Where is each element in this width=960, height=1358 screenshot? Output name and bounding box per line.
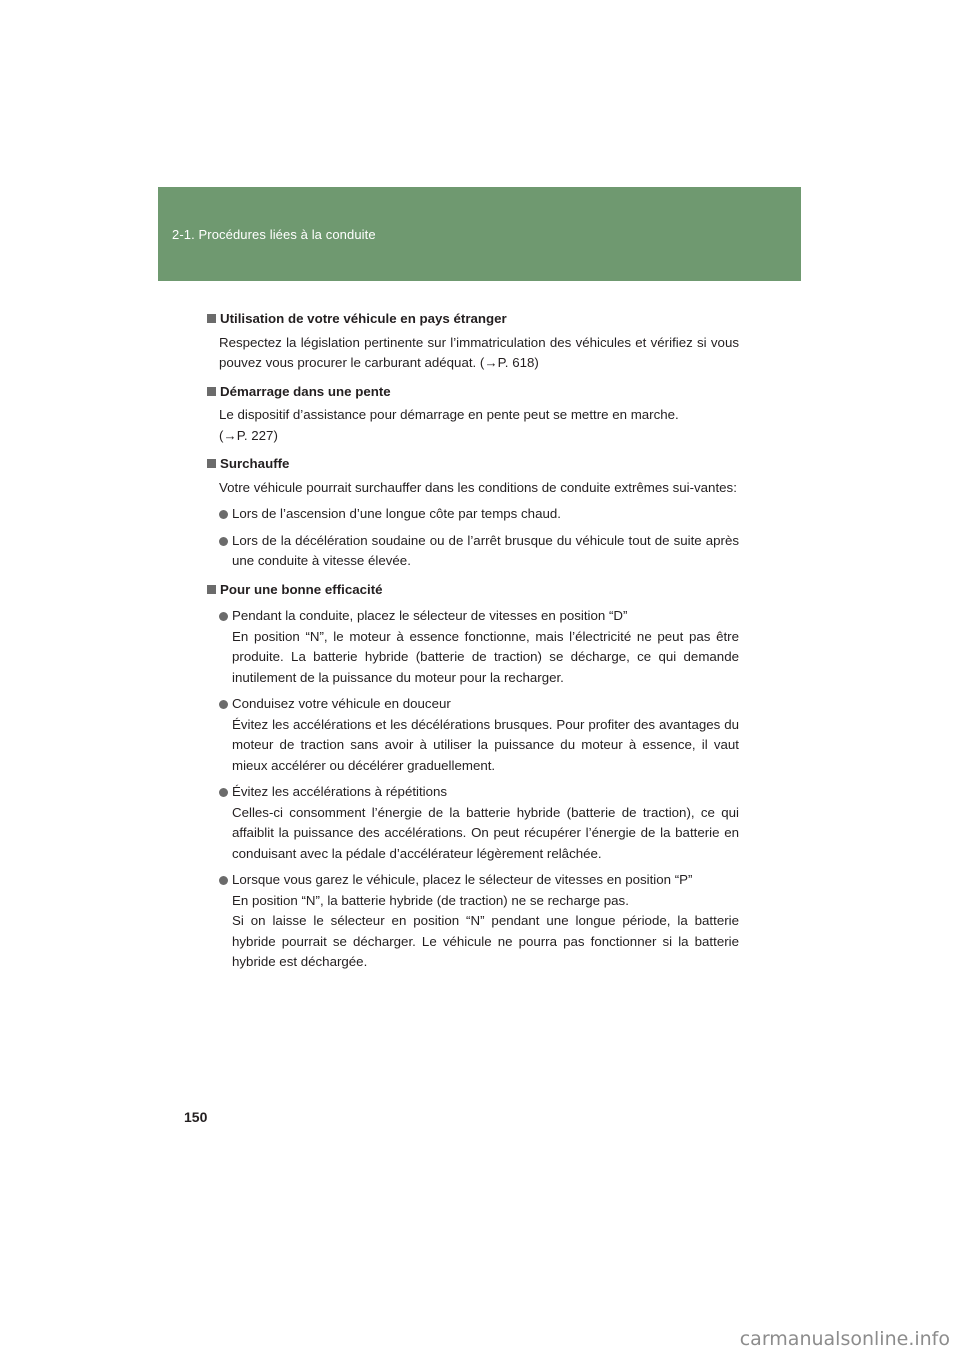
page-content bbox=[207, 309, 739, 981]
list-item-text: Lors de la décélération soudaine ou de l’arrêt brusque du véhicule tout de suite après une conduite à vitesse élevée. bbox=[232, 532, 739, 568]
square-bullet-icon bbox=[207, 387, 216, 396]
section-paragraph bbox=[219, 405, 739, 446]
section-title: 2-1. Procédures liées à la conduite bbox=[172, 227, 376, 242]
round-bullet-icon bbox=[219, 700, 228, 709]
section-paragraph: Votre véhicule pourrait surchauffer dans les conditions de conduite extrêmes sui-vantes: bbox=[219, 479, 737, 495]
list-item bbox=[219, 694, 739, 776]
section-heading bbox=[207, 580, 739, 601]
round-bullet-icon bbox=[219, 876, 228, 885]
list-item bbox=[219, 531, 739, 572]
section-hill-start bbox=[207, 382, 739, 447]
round-bullet-icon bbox=[219, 510, 228, 519]
section-foreign-use bbox=[207, 309, 739, 374]
page-reference: (→P. 227) bbox=[219, 427, 278, 443]
page-number: 150 bbox=[184, 1109, 208, 1125]
list-item bbox=[219, 606, 739, 688]
watermark: carmanualsonline.info bbox=[739, 1328, 950, 1350]
list-item-lead: Pendant la conduite, placez le sélecteur de vitesses en position “D” bbox=[232, 608, 628, 623]
list-item bbox=[219, 504, 739, 525]
list-item-text: Lors de l’ascension d’une longue côte par temps chaud. bbox=[232, 506, 561, 521]
paragraph-line: Le dispositif d’assistance pour démarrage en pente peut se mettre en marche. bbox=[219, 407, 679, 422]
list-item-lead: Conduisez votre véhicule en douceur bbox=[232, 696, 451, 711]
section-heading-text: Utilisation de votre véhicule en pays étranger bbox=[220, 311, 507, 326]
section-efficiency bbox=[207, 580, 739, 973]
section-heading bbox=[207, 382, 739, 403]
list-item bbox=[219, 870, 739, 973]
list-item-text: En position “N”, la batterie hybride (de traction) ne se recharge pas. bbox=[232, 892, 629, 908]
square-bullet-icon bbox=[207, 459, 216, 468]
list-item bbox=[219, 782, 739, 864]
square-bullet-icon bbox=[207, 585, 216, 594]
section-overheating bbox=[207, 454, 739, 572]
list-item-lead: Évitez les accélérations à répétitions bbox=[232, 784, 448, 799]
list-item-text: Celles-ci consomment l’énergie de la batterie hybride (batterie de traction), ce qui affaiblit la puissance des accélérations. On peut récupérer l’énergie de la batterie en conduisant avec la pédale d’accélérateur légèrement relâchée. bbox=[232, 804, 739, 861]
section-heading-text: Surchauffe bbox=[220, 456, 290, 471]
section-paragraph: Respectez la législation pertinente sur l’immatriculation des véhicules et vérifiez si vous pouvez vous procurer le carburant adéquat. (→P. 618) bbox=[219, 334, 739, 370]
round-bullet-icon bbox=[219, 537, 228, 546]
list-item-text: Évitez les accélérations et les décélérations brusques. Pour profiter des avantages du moteur de traction sans avoir à utiliser la puissance du moteur à essence, il vaut mieux accélérer ou décélérer graduellement. bbox=[232, 716, 739, 773]
section-heading-text: Pour une bonne efficacité bbox=[220, 581, 383, 597]
list-item-lead: Lorsque vous garez le véhicule, placez le sélecteur de vitesses en position “P” bbox=[232, 872, 693, 887]
square-bullet-icon bbox=[207, 314, 216, 323]
list-item-text: En position “N”, le moteur à essence fonctionne, mais l’électricité ne peut pas être produite. La batterie hybride (batterie de traction) se décharge, ce qui demande inutilement de la puissance du moteur pour la recharger. bbox=[232, 628, 739, 685]
section-heading bbox=[207, 309, 739, 330]
chapter-header-band bbox=[158, 187, 801, 281]
section-heading-text: Démarrage dans une pente bbox=[220, 383, 391, 399]
round-bullet-icon bbox=[219, 612, 228, 621]
list-item-text: Si on laisse le sélecteur en position “N” pendant une longue période, la batterie hybride pourrait se décharger. Le véhicule ne pourra pas fonctionner si la batterie hybride est déchargée. bbox=[232, 913, 739, 969]
round-bullet-icon bbox=[219, 788, 228, 797]
section-heading bbox=[207, 454, 739, 475]
